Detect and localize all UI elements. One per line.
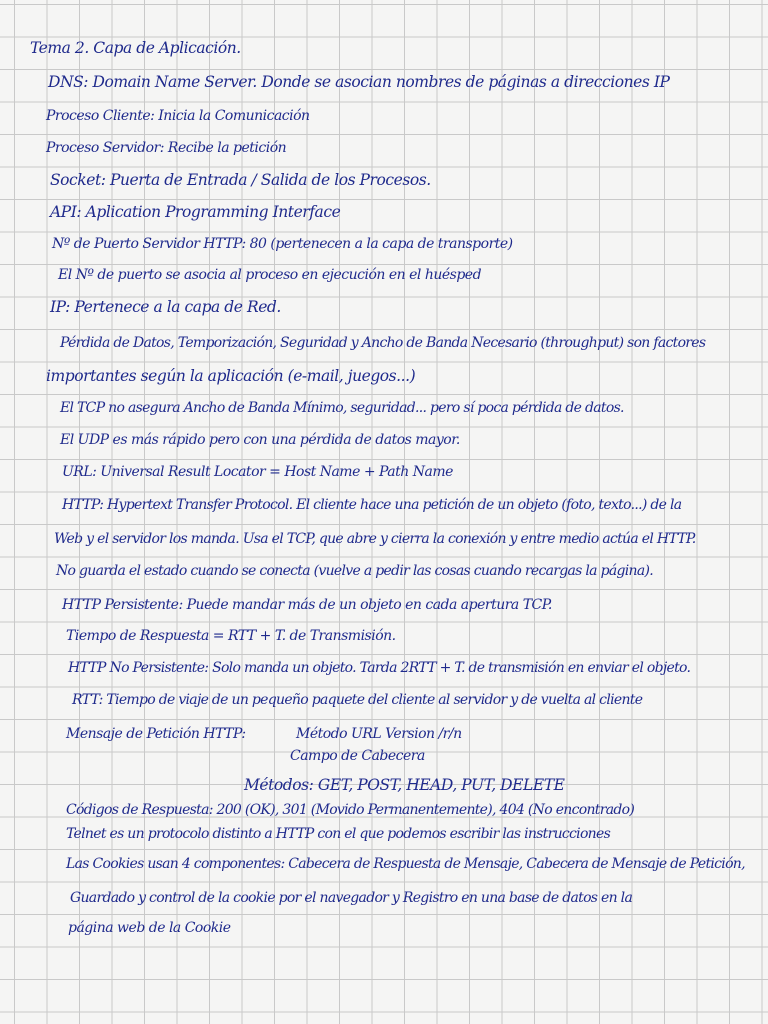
note-line-tiempo-respuesta: Tiempo de Respuesta = RTT + T. de Transmisión. — [66, 628, 396, 644]
note-line-proceso-cliente: Proceso Cliente: Inicia la Comunicación — [46, 108, 310, 124]
note-line-cookies-end: página web de la Cookie — [68, 920, 231, 936]
note-line-factores: Pérdida de Datos, Temporización, Seguridad y Ancho de Banda Necesario (throughput) son factores — [60, 335, 706, 351]
note-line-campo-cabecera: Campo de Cabecera — [290, 748, 425, 764]
note-line-ip: IP: Pertenece a la capa de Red. — [50, 298, 281, 316]
note-line-telnet: Telnet es un protocolo distinto a HTTP con el que podemos escribir las instrucciones — [66, 826, 611, 842]
note-line-factores-cont: importantes según la aplicación (e-mail, juegos...) — [46, 367, 416, 385]
note-line-http-no-persistente: HTTP No Persistente: Solo manda un objeto. Tarda 2RTT + T. de transmisión en enviar el objeto. — [68, 660, 691, 676]
note-line-url: URL: Universal Result Locator = Host Name + Path Name — [62, 464, 453, 480]
note-line-dns: DNS: Domain Name Server. Donde se asocian nombres de páginas a direcciones IP — [48, 73, 670, 91]
note-line-rtt: RTT: Tiempo de viaje de un pequeño paquete del cliente al servidor y de vuelta al cliente — [72, 692, 643, 708]
note-line-proceso-servidor: Proceso Servidor: Recibe la petición — [46, 140, 287, 156]
note-line-puerto-proceso: El Nº de puerto se asocia al proceso en ejecución en el huésped — [58, 267, 482, 283]
note-line-socket: Socket: Puerta de Entrada / Salida de los Procesos. — [50, 171, 431, 189]
note-line-udp: El UDP es más rápido pero con una pérdida de datos mayor. — [60, 432, 460, 448]
note-line-http: HTTP: Hypertext Transfer Protocol. El cliente hace una petición de un objeto (foto, texto...) de la — [62, 497, 682, 513]
note-line-cookies: Las Cookies usan 4 componentes: Cabecera de Respuesta de Mensaje, Cabecera de Mensaje de Petición, — [66, 856, 745, 872]
note-line-http-persistente: HTTP Persistente: Puede mandar más de un objeto en cada apertura TCP. — [62, 597, 552, 613]
note-line-tcp: El TCP no asegura Ancho de Banda Mínimo, seguridad... pero sí poca pérdida de datos. — [60, 400, 624, 416]
note-line-api: API: Aplication Programming Interface — [50, 203, 341, 221]
note-line-estado: No guarda el estado cuando se conecta (vuelve a pedir las cosas cuando recargas la página). — [56, 563, 653, 579]
note-line-codigos-respuesta: Códigos de Respuesta: 200 (OK), 301 (Movido Permanentemente), 404 (No encontrado) — [66, 802, 635, 818]
note-line-http-cont: Web y el servidor los manda. Usa el TCP, que abre y cierra la conexión y entre medio actúa el HTTP. — [54, 531, 696, 547]
note-line-metodos: Métodos: GET, POST, HEAD, PUT, DELETE — [244, 776, 565, 794]
note-line-mensaje-peticion: Mensaje de Petición HTTP: — [66, 726, 246, 742]
note-line-mensaje-campos: Método URL Version /r/n — [296, 726, 462, 742]
note-line-cookies-cont: Guardado y control de la cookie por el navegador y Registro en una base de datos en la — [70, 890, 633, 906]
note-line-puerto-servidor: Nº de Puerto Servidor HTTP: 80 (pertenecen a la capa de transporte) — [52, 236, 513, 252]
note-title: Tema 2. Capa de Aplicación. — [30, 39, 241, 57]
